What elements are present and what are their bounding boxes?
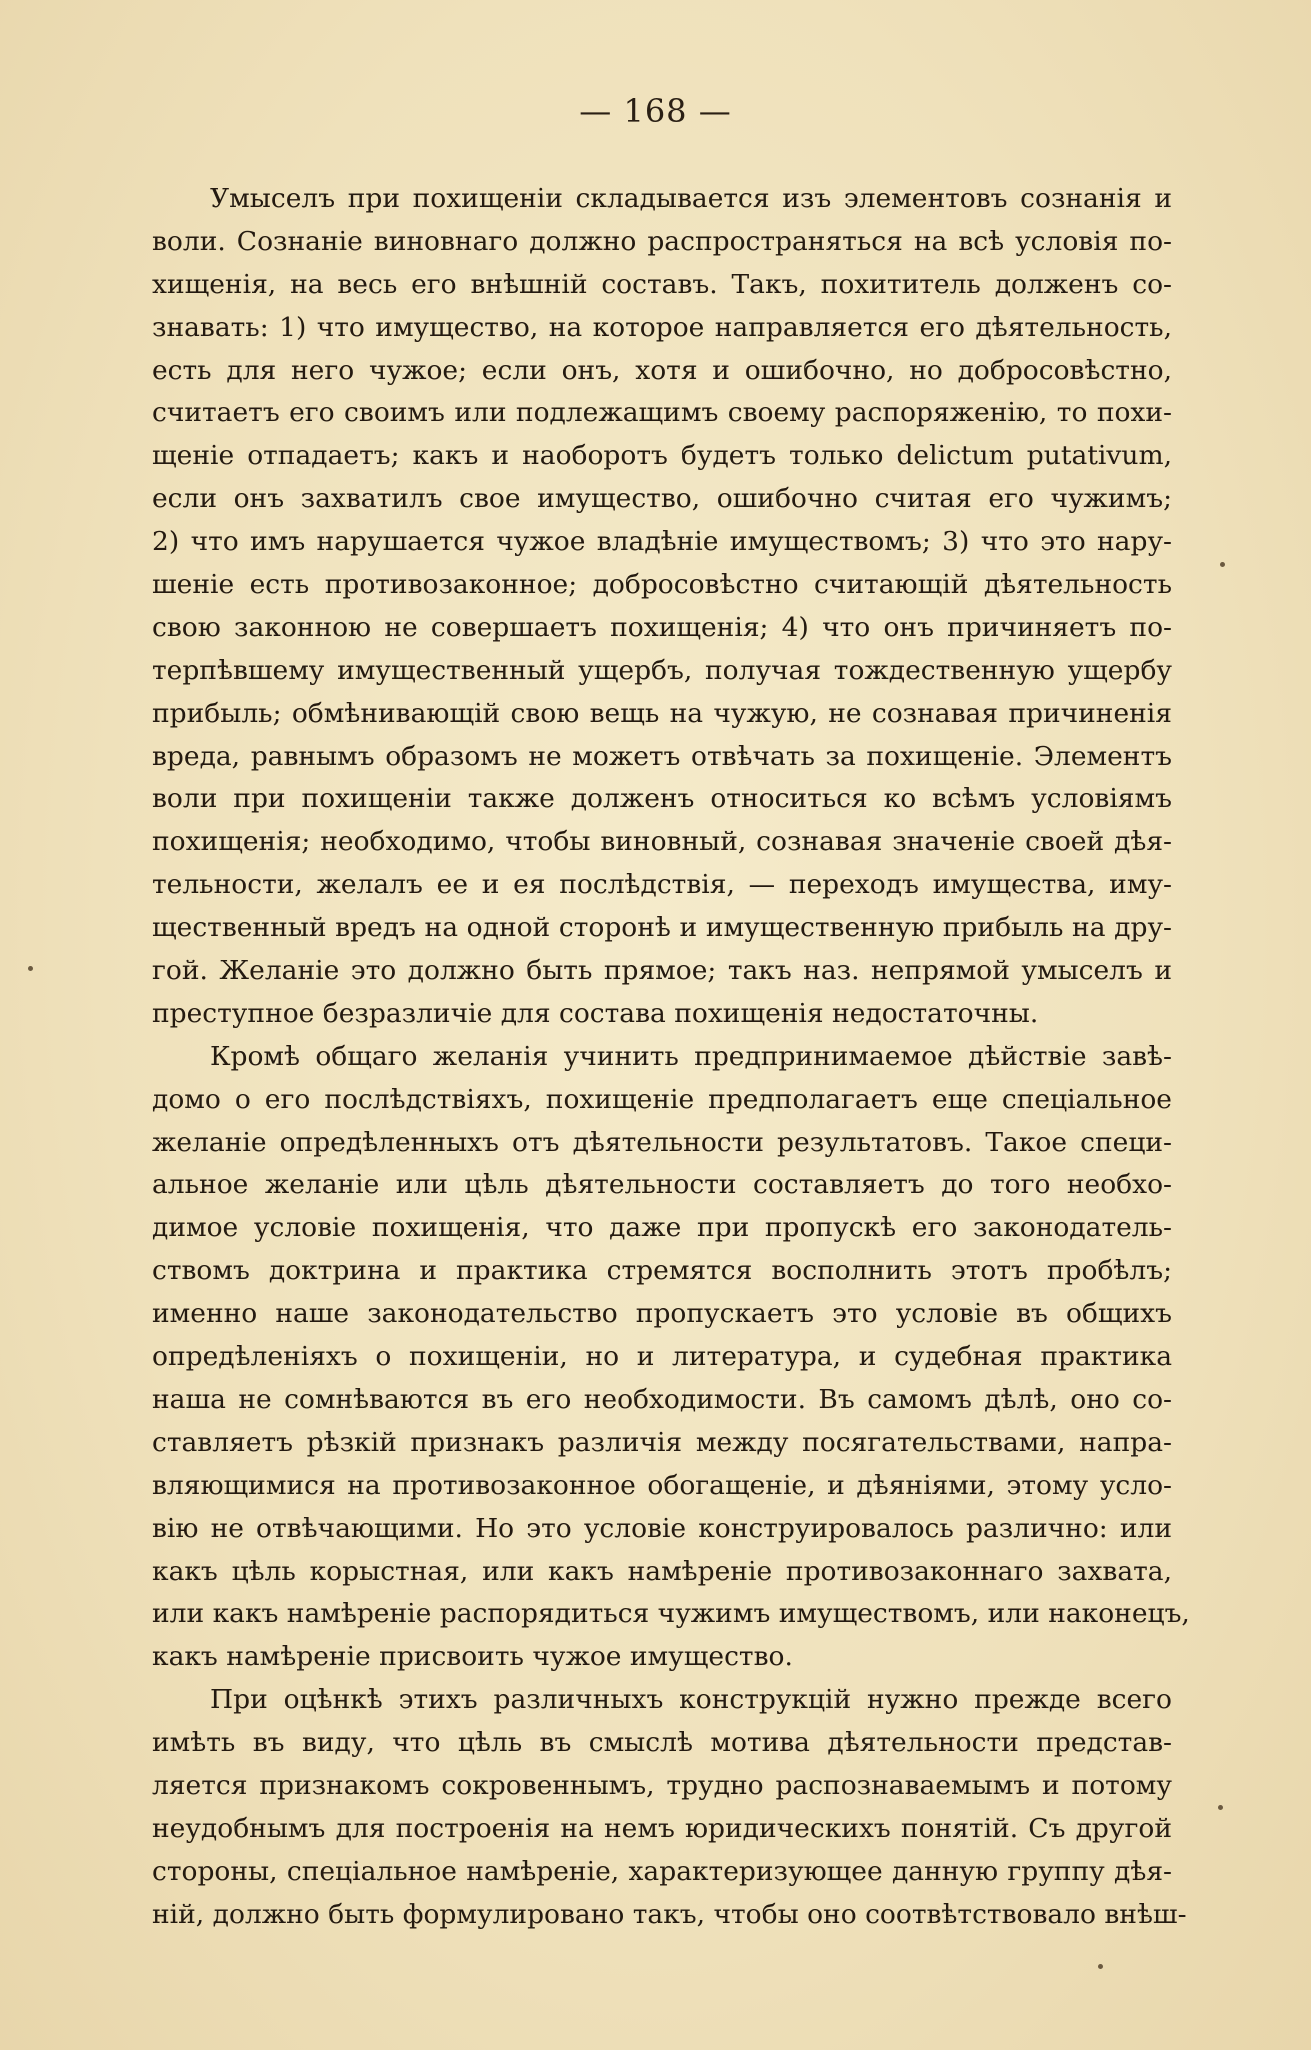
text-line: тельности, желалъ ее и ея послѣдствія, — переходъ имущества, иму- (152, 869, 1172, 901)
text-line: наша не сомнѣваются въ его необходимости. Въ самомъ дѣлѣ, оно со- (152, 1383, 1172, 1415)
text-line: Кромѣ общаго желанія учинить предпринимаемое дѣйствіе завѣ- (210, 1040, 1172, 1072)
text-line: свою законною не совершаетъ похищенія; 4) что онъ причиняетъ по- (152, 611, 1172, 643)
body-text (152, 178, 1190, 1937)
text-line: вреда, равнымъ образомъ не можетъ отвѣчать за похищеніе. Элементъ (152, 740, 1172, 772)
text-line: неудобнымъ для построенія на немъ юридическихъ понятій. Съ другой (152, 1812, 1172, 1844)
text-line: димое условіе похищенія, что даже при пропускѣ его законодатель- (152, 1212, 1172, 1244)
text-line: гой. Желаніе это должно быть прямое; такъ наз. непрямой умыселъ и (152, 955, 1172, 987)
text-line: стороны, спеціальное намѣреніе, характеризующее данную группу дѣя- (152, 1855, 1172, 1887)
text-line: именно наше законодательство пропускаетъ это условіе въ общихъ (152, 1298, 1172, 1330)
text-line: вію не отвѣчающими. Но это условіе конструировалось различно: или (152, 1512, 1172, 1544)
text-line: какъ цѣль корыстная, или какъ намѣреніе противозаконнаго захвата, (152, 1555, 1172, 1587)
text-line: желаніе опредѣленныхъ отъ дѣятельности результатовъ. Такое специ- (152, 1126, 1172, 1158)
text-line: знавать: 1) что имущество, на которое направляется его дѣятельность, (152, 311, 1172, 343)
text-line: какъ намѣреніе присвоить чужое имущество. (152, 1641, 793, 1673)
text-line: альное желаніе или цѣль дѣятельности составляетъ до того необхо- (152, 1169, 1172, 1201)
text-line: имѣть въ виду, что цѣль въ смыслѣ мотива дѣятельности представ- (152, 1727, 1172, 1759)
text-line: щеніе отпадаетъ; какъ и наоборотъ будетъ только delictum putativum, (152, 440, 1172, 472)
text-line: ствомъ доктрина и практика стремятся восполнить этотъ пробѣлъ; (152, 1255, 1172, 1287)
page-number: — 168 — (579, 92, 732, 130)
ink-speck (1218, 1805, 1223, 1810)
text-line: опредѣленіяхъ о похищеніи, но и литература, и судебная практика (152, 1341, 1172, 1373)
text-line: воли. Сознаніе виновнаго должно распространяться на всѣ условія по- (152, 225, 1172, 257)
text-line: щественный вредъ на одной сторонѣ и имущественную прибыль на дру- (152, 912, 1172, 944)
ink-speck (28, 966, 33, 971)
text-line: ставляетъ рѣзкій признакъ различія между посягательствами, напра- (152, 1426, 1172, 1458)
text-line: или какъ намѣреніе распорядиться чужимъ имуществомъ, или наконецъ, (152, 1598, 1190, 1630)
text-line: хищенія, на весь его внѣшній составъ. Такъ, похититель долженъ со- (152, 268, 1172, 300)
text-line: шеніе есть противозаконное; добросовѣстно считающій дѣятельность (152, 569, 1172, 601)
text-line: ляется признакомъ сокровеннымъ, трудно распознаваемымъ и потому (152, 1769, 1172, 1801)
ink-speck (1098, 1964, 1103, 1969)
text-line: воли при похищеніи также долженъ относиться ко всѣмъ условіямъ (152, 783, 1172, 815)
text-line: Умыселъ при похищеніи складывается изъ элементовъ сознанія и (210, 183, 1172, 214)
text-line: ній, должно быть формулировано такъ, чтобы оно соотвѣтствовало внѣш- (152, 1898, 1187, 1930)
text-line: если онъ захватилъ свое имущество, ошибочно считая его чужимъ; (152, 483, 1172, 515)
ink-speck (1220, 562, 1225, 567)
text-line: При оцѣнкѣ этихъ различныхъ конструкцій нужно прежде всего (210, 1684, 1172, 1716)
text-line: вляющимися на противозаконное обогащеніе, и дѣяніями, этому усло- (152, 1469, 1172, 1501)
text-line: преступное безразличіе для состава похищенія недостаточны. (152, 997, 1039, 1029)
text-line: прибыль; обмѣнивающій свою вещь на чужую, не сознавая причиненія (152, 697, 1172, 729)
text-line: 2) что имъ нарушается чужое владѣніе имуществомъ; 3) что это нару- (152, 526, 1172, 558)
text-line: похищенія; необходимо, чтобы виновный, сознавая значеніе своей дѣя- (152, 826, 1172, 858)
text-line: домо о его послѣдствіяхъ, похищеніе предполагаетъ еще спеціальное (152, 1083, 1172, 1115)
text-line: терпѣвшему имущественный ущербъ, получая тождественную ущербу (152, 654, 1172, 686)
text-line: есть для него чужое; если онъ, хотя и ошибочно, но добросовѣстно, (152, 354, 1172, 386)
text-line: считаетъ его своимъ или подлежащимъ своему распоряженію, то похи- (152, 397, 1172, 429)
